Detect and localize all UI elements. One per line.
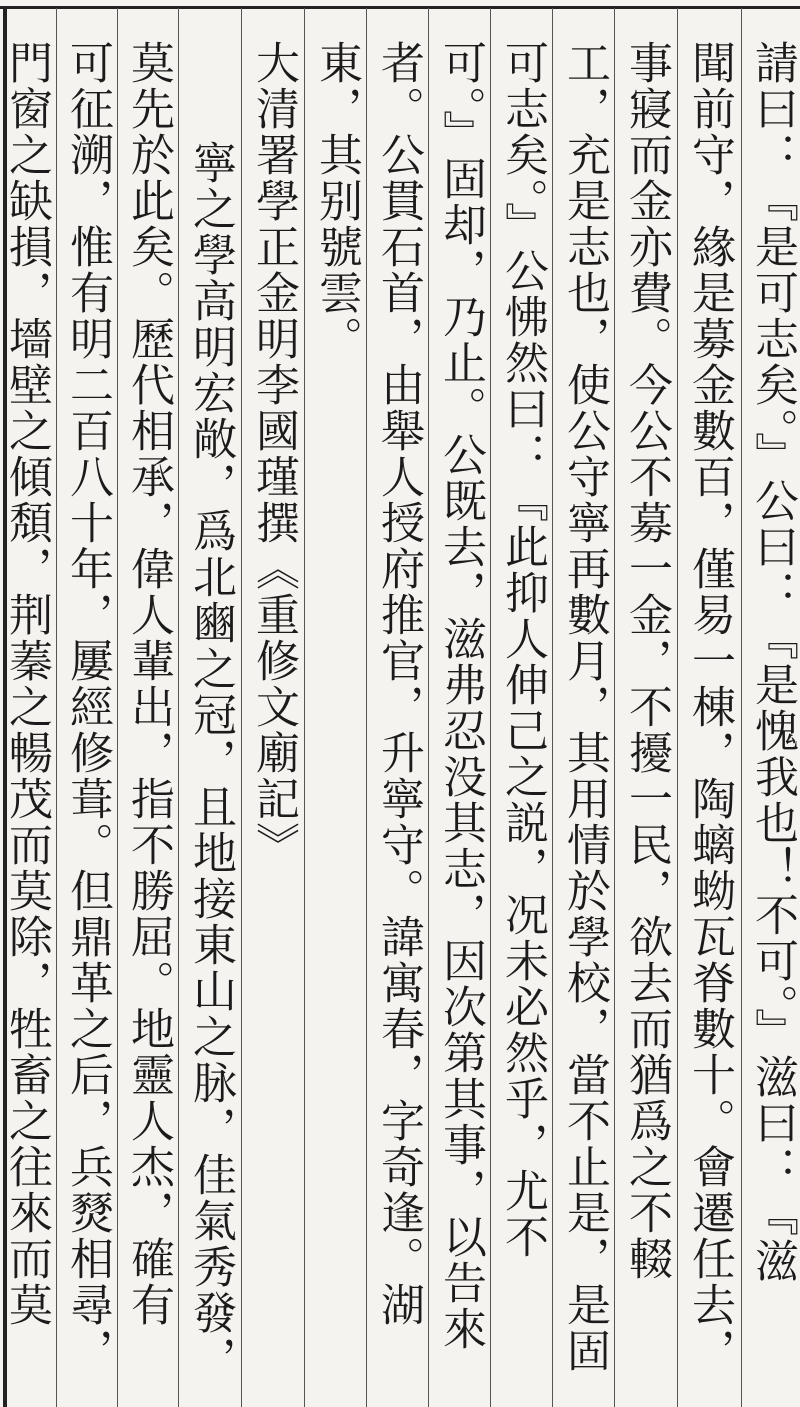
text-column-13: 門窗之缺損，墻壁之傾頽，荆蓁之暢茂而莫除，牲畜之往來而莫 bbox=[1, 40, 52, 1328]
text-column-10: 寧之學高明宏敞，爲北豳之冠，且地接東山之脉，佳氣秀發， bbox=[185, 140, 236, 1382]
column-divider bbox=[490, 8, 491, 1407]
top-border-rule bbox=[0, 6, 800, 9]
text-column-8: 東，其别號雲。 bbox=[311, 40, 362, 362]
text-column-11: 莫先於此矣。歷代相承，偉人輩出，指不勝屈。地靈人杰，確有 bbox=[123, 40, 174, 1328]
text-column-7: 者。公貫石首，由舉人授府推官，升寧守。諱寓春，字奇逢。湖 bbox=[373, 40, 424, 1328]
column-divider bbox=[677, 8, 678, 1407]
text-column-1: 請曰：『是可志矣。』公曰：『是愧我也！不可。』滋曰：『滋 bbox=[747, 40, 798, 1284]
text-column-3: 事寢而金亦費。今公不募一金，不擾一民，欲去而猶爲之不輟 bbox=[621, 40, 672, 1282]
text-column-2: 聞前守，緣是募金數百，僅易一棟，陶螭蚴瓦脊數十。會遷任去， bbox=[684, 40, 735, 1374]
text-column-5: 可志矣。』公怫然曰：『此抑人伸己之説，况未必然乎，尤不 bbox=[497, 40, 548, 1260]
text-column-4: 工，充是志也，使公守寧再數月，其用情於學校，當不止是，是固 bbox=[559, 40, 610, 1374]
text-column-12: 可征溯，惟有明二百八十年，屢經修葺。但鼎革之后，兵燹相尋， bbox=[62, 40, 113, 1374]
column-divider bbox=[428, 8, 429, 1407]
column-divider bbox=[552, 8, 553, 1407]
column-divider bbox=[304, 8, 305, 1407]
text-column-6: 可。』固却，乃止。公既去，滋弗忍没其志，因次第其事，以告來 bbox=[435, 40, 486, 1352]
column-divider bbox=[366, 8, 367, 1407]
section-heading: 大清署學正金明李國瑾撰《重修文廟記》 bbox=[248, 40, 299, 868]
column-divider bbox=[614, 8, 615, 1407]
column-divider bbox=[241, 8, 242, 1407]
column-divider bbox=[178, 8, 179, 1407]
